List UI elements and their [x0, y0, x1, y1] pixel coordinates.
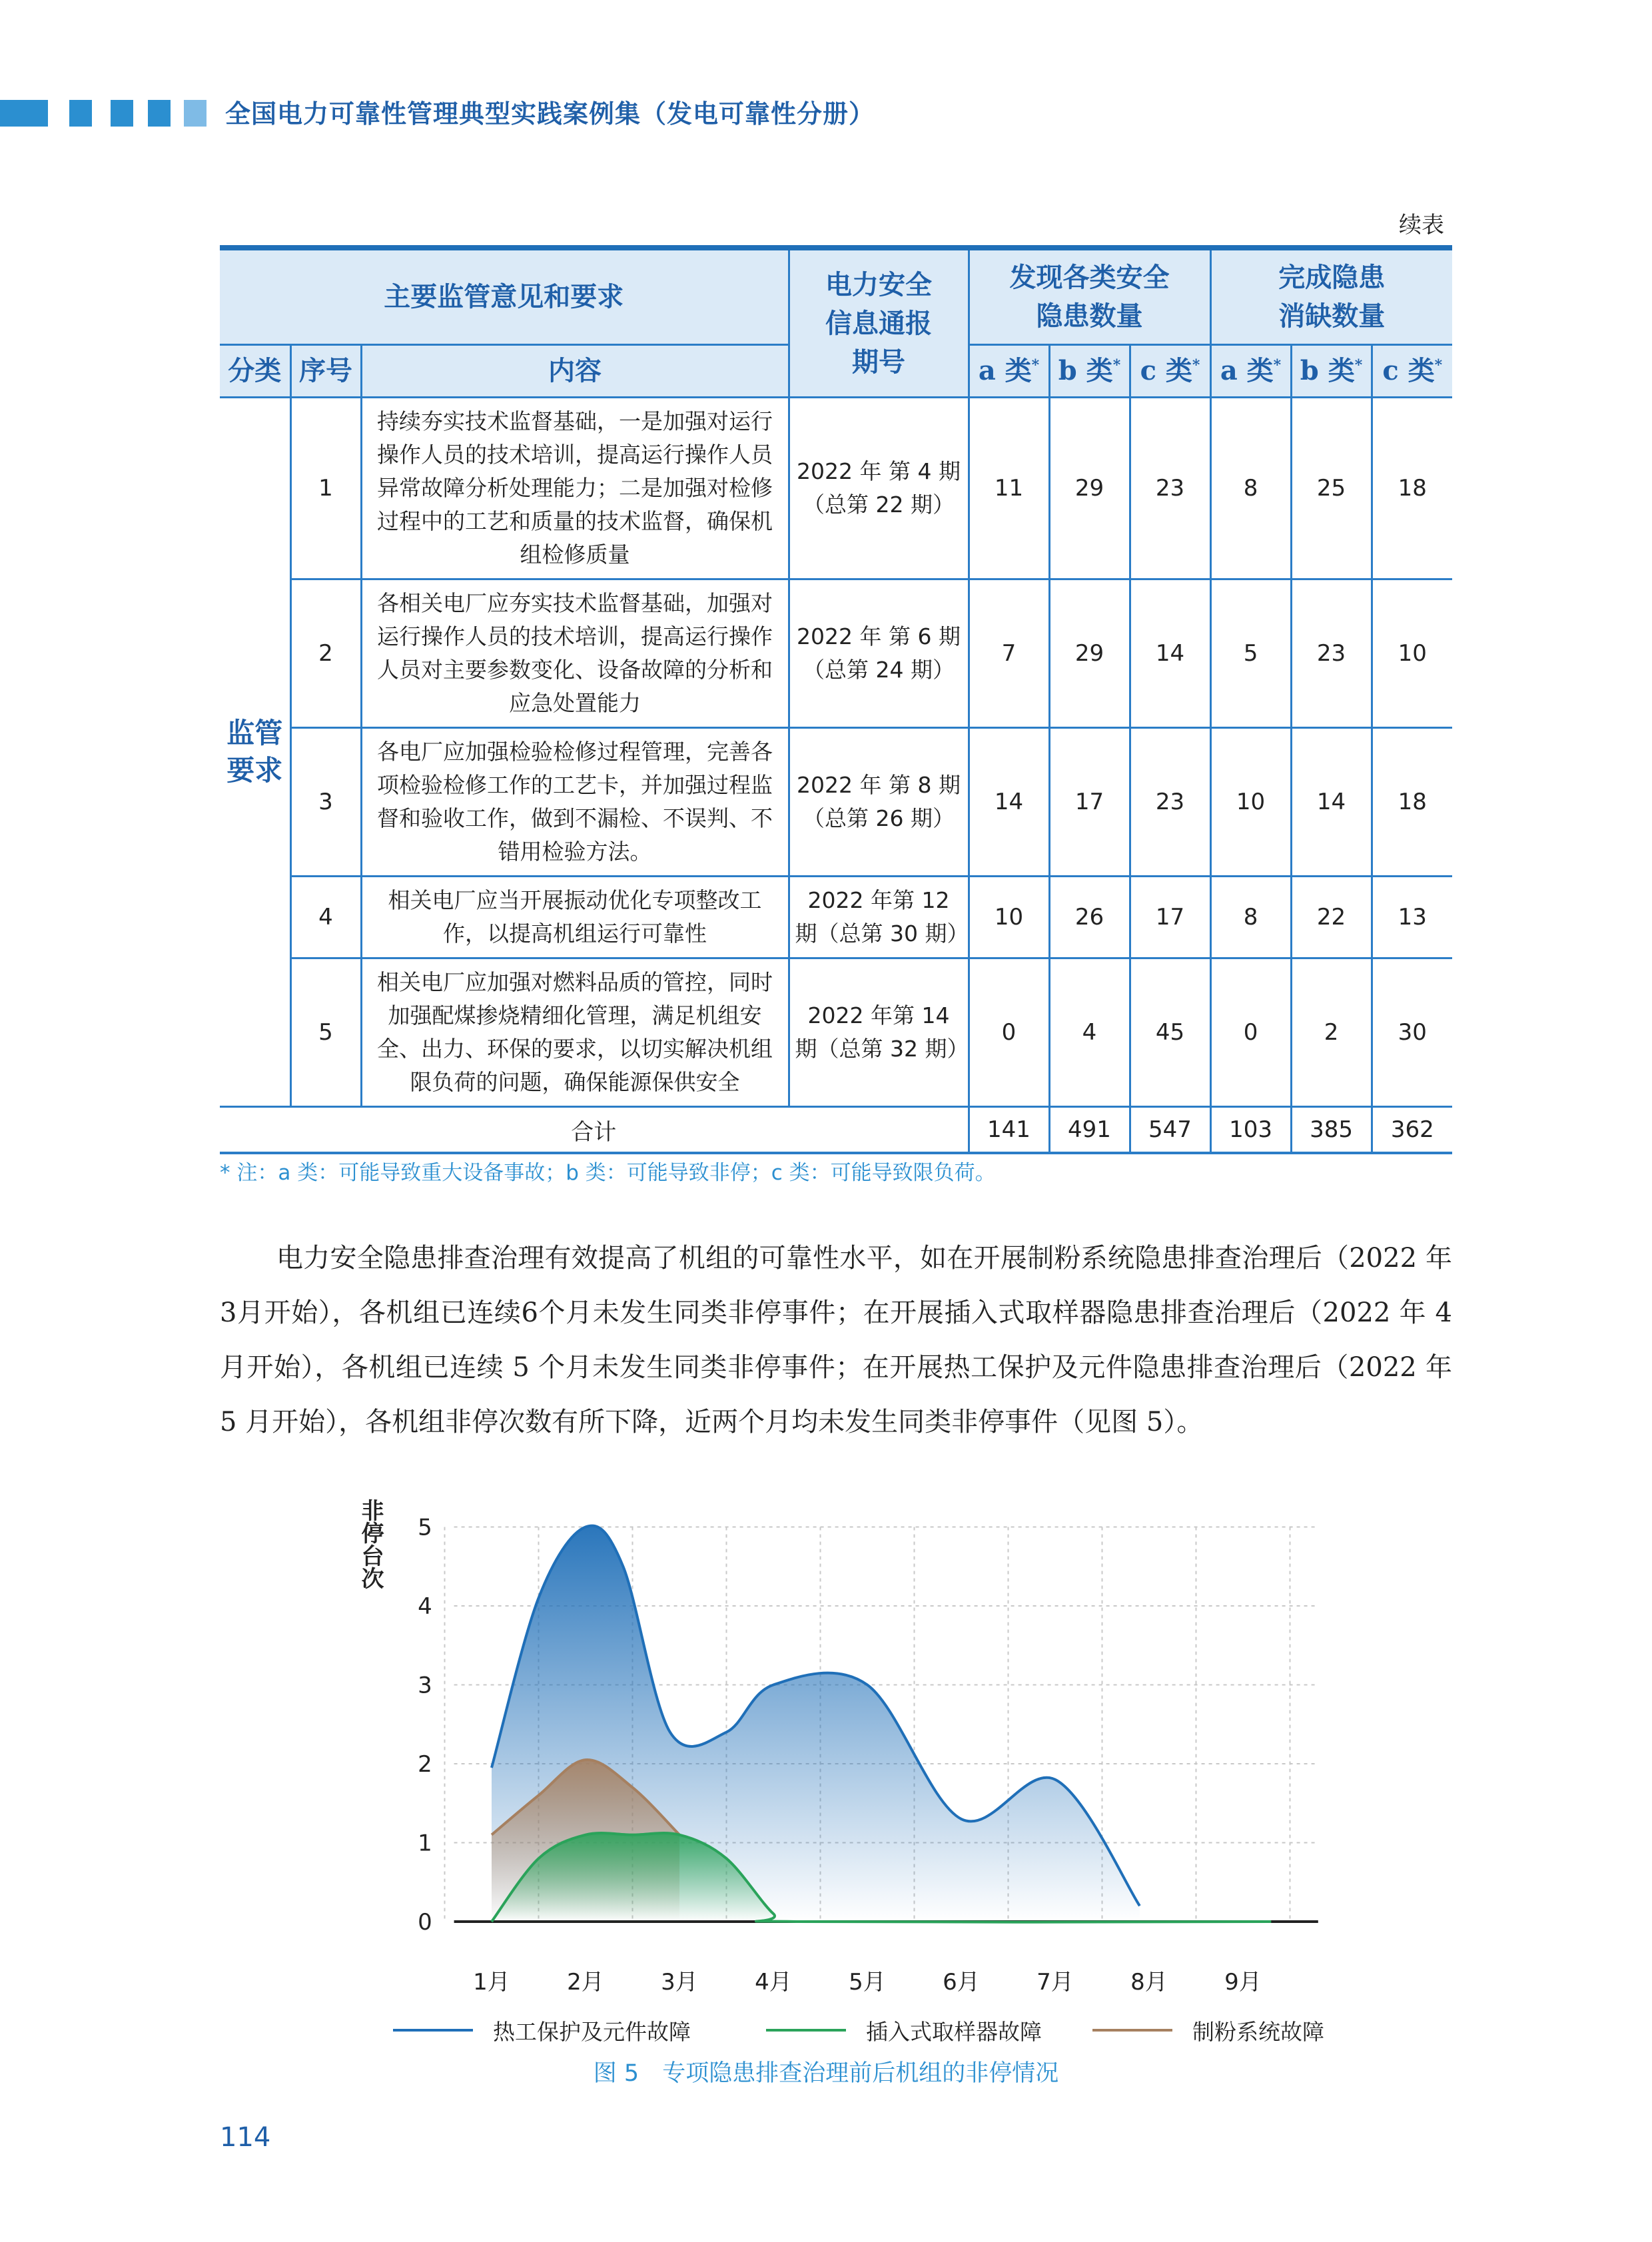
total-a-cell: 141 — [969, 1107, 1049, 1154]
header-seq: 序号 — [290, 345, 361, 398]
seq-cell: 4 — [290, 877, 361, 958]
content-cell: 相关电厂应当开展振动优化专项整改工作，以提高机组运行可靠性 — [361, 877, 789, 958]
elim-b-cell: 22 — [1291, 877, 1372, 958]
legend-line-icon — [393, 2029, 473, 2032]
total-b-cell: 491 — [1049, 1107, 1130, 1154]
header-content: 内容 — [361, 345, 789, 398]
content-cell: 各电厂应加强检验检修过程管理，完善各项检验检修工作的工艺卡，并加强过程监督和验收工作，做到不漏检、不误判、不错用检验方法。 — [361, 728, 789, 877]
period-cell: 2022 年 第 6 期（总第 24 期） — [789, 579, 969, 728]
x-tick-label: 9月 — [1224, 1969, 1262, 1996]
page-number: 114 — [220, 2122, 271, 2153]
x-tick-label: 2月 — [567, 1969, 604, 1996]
content-cell: 各相关电厂应夯实技术监督基础，加强对运行操作人员的技术培训，提高运行操作人员对主要参数变化、设备故障的分析和应急处置能力 — [361, 579, 789, 728]
found-a-cell: 7 — [969, 579, 1049, 728]
seq-cell: 5 — [290, 958, 361, 1107]
header-elim-c — [1372, 345, 1452, 398]
continued-label: 续表 — [1399, 212, 1444, 238]
type-a-label: a 类 — [978, 355, 1032, 386]
period-cell: 2022 年第 14 期（总第 32 期） — [789, 958, 969, 1107]
total-elim-a-cell: 103 — [1210, 1107, 1291, 1154]
type-b-label: b 类 — [1058, 355, 1113, 386]
header-category: 分类 — [220, 345, 290, 398]
total-c-cell: 547 — [1130, 1107, 1210, 1154]
seq-cell: 3 — [290, 728, 361, 877]
type-c-label: c 类 — [1140, 355, 1192, 386]
star-mark: * — [1031, 356, 1040, 374]
header-bulletin — [789, 248, 969, 398]
elim-a-cell: 8 — [1210, 398, 1291, 579]
legend-label: 插入式取样器故障 — [866, 2018, 1042, 2045]
total-elim-c-cell: 362 — [1372, 1107, 1452, 1154]
y-tick-label: 5 — [418, 1514, 432, 1541]
elim-c-cell: 18 — [1372, 398, 1452, 579]
supervision-table — [220, 245, 1452, 1154]
found-c-cell: 14 — [1130, 579, 1210, 728]
chart-legend — [393, 2010, 1359, 2050]
table-row — [220, 728, 1452, 877]
period-cell: 2022 年第 12 期（总第 30 期） — [789, 877, 969, 958]
y-axis-label: 非停台次 — [357, 1499, 384, 1589]
found-b-cell: 29 — [1049, 579, 1130, 728]
star-mark: * — [1273, 356, 1282, 374]
x-tick-label: 4月 — [755, 1969, 792, 1996]
total-row — [220, 1107, 1452, 1154]
found-b-cell: 29 — [1049, 398, 1130, 579]
elim-c-cell: 30 — [1372, 958, 1452, 1107]
found-a-cell: 14 — [969, 728, 1049, 877]
period-cell: 2022 年 第 4 期（总第 22 期） — [789, 398, 969, 579]
legend-label: 制粉系统故障 — [1192, 2018, 1324, 2045]
body-paragraph: 电力安全隐患排查治理有效提高了机组的可靠性水平，如在开展制粉系统隐患排查治理后（2022 年3月开始），各机组已连续6个月未发生同类非停事件；在开展插入式取样器隐患排查治理后（2022 年 4 月开始），各机组已连续 5 个月未发生同类非停事件；在开展热工保护及元件隐患排查治理后（2022 年 5 月开始），各机组非停次数有所下降，近两个月均未发生同类非停事件（见图 5）。 — [220, 1243, 1452, 1437]
legend-item — [393, 2010, 691, 2050]
category-cell — [220, 398, 290, 1107]
header-main-requirements: 主要监管意见和要求 — [220, 248, 789, 345]
legend-line-icon — [1092, 2029, 1172, 2032]
legend-item — [766, 2010, 1042, 2050]
x-tick-label: 6月 — [943, 1969, 980, 1996]
found-b-cell: 17 — [1049, 728, 1130, 877]
type-c-label: c 类 — [1382, 355, 1435, 386]
star-mark: * — [1192, 356, 1200, 374]
header-eliminated-text: 完成隐患消缺数量 — [1278, 262, 1386, 332]
star-mark: * — [1112, 356, 1121, 374]
type-a-label: a 类 — [1220, 355, 1274, 386]
elim-c-cell: 13 — [1372, 877, 1452, 958]
total-elim-b-cell: 385 — [1291, 1107, 1372, 1154]
legend-line-icon — [766, 2029, 846, 2032]
found-c-cell: 17 — [1130, 877, 1210, 958]
header-found-text: 发现各类安全隐患数量 — [1009, 262, 1170, 332]
found-c-cell: 45 — [1130, 958, 1210, 1107]
header-elim-a — [1210, 345, 1291, 398]
content-cell: 相关电厂应加强对燃料品质的管控，同时加强配煤掺烧精细化管理，满足机组安全、出力、环保的要求，以切实解决机组限负荷的问题，确保能源保供安全 — [361, 958, 789, 1107]
x-tick-label: 7月 — [1036, 1969, 1074, 1996]
elim-b-cell: 25 — [1291, 398, 1372, 579]
content-cell: 持续夯实技术监督基础，一是加强对运行操作人员的技术培训，提高运行操作人员异常故障分析处理能力；二是加强对检修过程中的工艺和质量的技术监督，确保机组检修质量 — [361, 398, 789, 579]
star-mark: * — [1434, 356, 1443, 374]
table-row — [220, 958, 1452, 1107]
table-row — [220, 877, 1452, 958]
found-c-cell: 23 — [1130, 398, 1210, 579]
star-mark: * — [1354, 356, 1363, 374]
y-tick-label: 3 — [418, 1672, 432, 1699]
elim-a-cell: 5 — [1210, 579, 1291, 728]
seq-cell: 2 — [290, 579, 361, 728]
elim-a-cell: 10 — [1210, 728, 1291, 877]
outage-chart — [346, 1479, 1359, 2025]
y-tick-label: 1 — [418, 1830, 432, 1857]
found-a-cell: 10 — [969, 877, 1049, 958]
elim-b-cell: 2 — [1291, 958, 1372, 1107]
seq-cell: 1 — [290, 398, 361, 579]
legend-item — [1092, 2010, 1324, 2050]
y-tick-label: 4 — [418, 1593, 432, 1620]
found-c-cell: 23 — [1130, 728, 1210, 877]
elim-a-cell: 0 — [1210, 958, 1291, 1107]
x-tick-label: 5月 — [849, 1969, 886, 1996]
total-label: 合计 — [220, 1107, 969, 1154]
running-header: 全国电力可靠性管理典型实践案例集（发电可靠性分册） — [225, 99, 875, 129]
found-b-cell: 26 — [1049, 877, 1130, 958]
header-bulletin-text: 电力安全信息通报期号 — [825, 268, 932, 378]
elim-b-cell: 23 — [1291, 579, 1372, 728]
table-note: * 注：a 类：可能导致重大设备事故；b 类：可能导致非停；c 类：可能导致限负荷。 — [220, 1161, 996, 1185]
period-cell: 2022 年 第 8 期（总第 26 期） — [789, 728, 969, 877]
header-eliminated — [1210, 248, 1452, 345]
elim-c-cell: 10 — [1372, 579, 1452, 728]
elim-a-cell: 8 — [1210, 877, 1291, 958]
header-found-b — [1049, 345, 1130, 398]
header-found — [969, 248, 1210, 345]
category-text: 监管要求 — [226, 717, 283, 787]
found-a-cell: 11 — [969, 398, 1049, 579]
series — [492, 1526, 1271, 1922]
x-tick-label: 1月 — [473, 1969, 510, 1996]
header-found-a — [969, 345, 1049, 398]
found-b-cell: 4 — [1049, 958, 1130, 1107]
header-found-c — [1130, 345, 1210, 398]
y-tick-label: 2 — [418, 1751, 432, 1778]
header-decoration — [0, 100, 206, 127]
legend-label: 热工保护及元件故障 — [493, 2018, 691, 2045]
x-tick-label: 8月 — [1130, 1969, 1168, 1996]
table-row — [220, 579, 1452, 728]
y-tick-label: 0 — [418, 1909, 432, 1936]
elim-b-cell: 14 — [1291, 728, 1372, 877]
found-a-cell: 0 — [969, 958, 1049, 1107]
elim-c-cell: 18 — [1372, 728, 1452, 877]
table-row — [220, 398, 1452, 579]
type-b-label: b 类 — [1300, 355, 1355, 386]
header-elim-b — [1291, 345, 1372, 398]
figure-caption: 图 5 专项隐患排查治理前后机组的非停情况 — [593, 2060, 1059, 2087]
x-tick-label: 3月 — [661, 1969, 698, 1996]
